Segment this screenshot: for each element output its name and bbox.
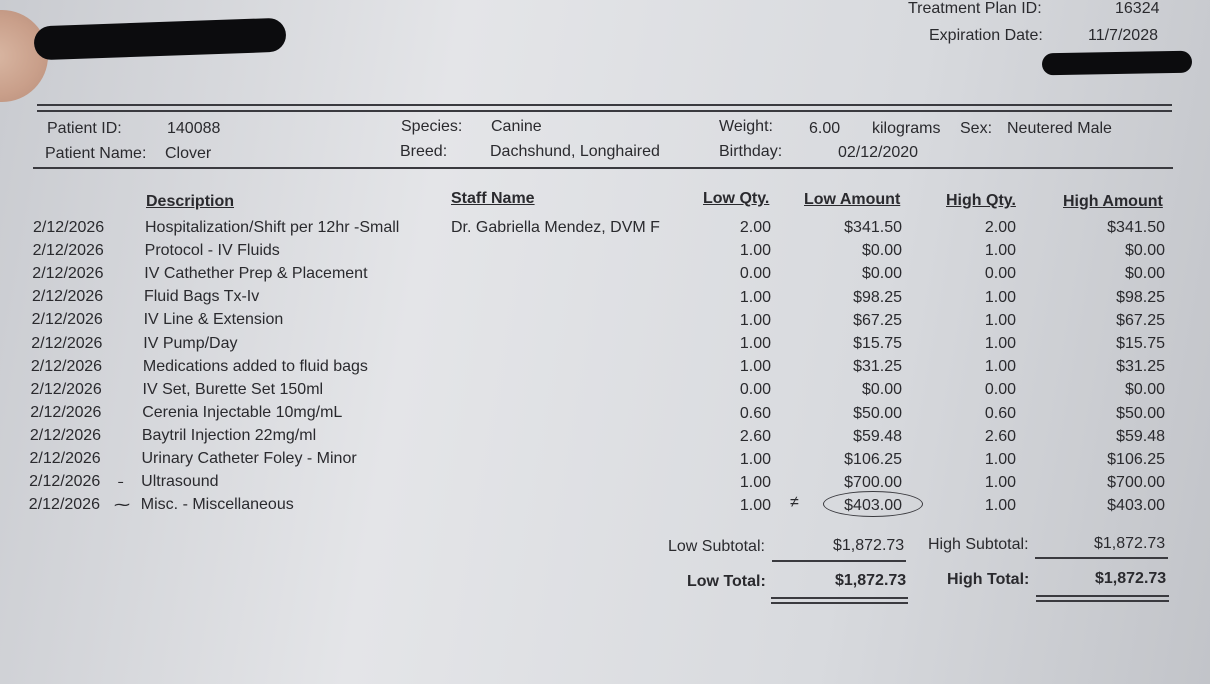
row-high-amount: $0.00 (1124, 381, 1165, 399)
row-date: 2/12/2026 (31, 334, 103, 352)
row-high-amount: $700.00 (1107, 474, 1165, 492)
redaction-top-right (1042, 51, 1192, 76)
row-description: IV Line & Extension (143, 311, 284, 329)
row-low-qty: 1.00 (739, 311, 771, 329)
row-high-qty: 1.00 (984, 311, 1016, 329)
pen-mark: ≠ (790, 494, 799, 511)
row-high-qty: 1.00 (984, 497, 1016, 515)
row-date: 2/12/2026 (33, 219, 105, 236)
row-low-amount: $0.00 (861, 265, 902, 283)
row-description: Medications added to fluid bags (142, 357, 368, 375)
total-rule-low-2 (771, 602, 908, 604)
birthday-label: Birthday: (719, 143, 783, 160)
breed: Dachshund, Longhaired (490, 143, 660, 160)
col-low-amount: Low Amount (804, 191, 901, 208)
row-description: IV Set, Burette Set 150ml (142, 380, 324, 398)
row-high-amount: $0.00 (1124, 265, 1165, 283)
pen-mark: ⁓ (114, 497, 130, 514)
row-high-amount: $106.25 (1107, 451, 1165, 468)
patient-rule (33, 167, 1173, 169)
weight-label: Weight: (719, 118, 773, 135)
row-low-amount: $341.50 (844, 219, 902, 236)
row-date: 2/12/2026 (31, 311, 103, 329)
sex: Neutered Male (1007, 120, 1112, 137)
row-date: 2/12/2026 (28, 496, 100, 514)
patient-name-label: Patient Name: (45, 145, 147, 162)
birthday: 02/12/2020 (838, 144, 919, 161)
row-low-qty: 2.60 (739, 427, 771, 445)
pen-mark: ˗ (118, 472, 124, 489)
breed-label: Breed: (400, 143, 448, 160)
species: Canine (491, 118, 542, 135)
low-total-label: Low Total: (687, 573, 766, 590)
row-description: IV Cathether Prep & Placement (144, 265, 368, 283)
col-high-amount: High Amount (1063, 193, 1163, 210)
row-low-qty: 1.00 (739, 335, 771, 352)
total-rule-low-1 (771, 597, 908, 599)
row-low-amount: $106.25 (844, 451, 902, 468)
treatment-plan-label: Treatment Plan ID: (908, 0, 1042, 17)
row-high-qty: 1.00 (984, 288, 1016, 306)
row-low-qty: 1.00 (739, 358, 771, 376)
row-description: Protocol - IV Fluids (144, 242, 280, 260)
row-date: 2/12/2026 (29, 426, 102, 444)
row-low-qty: 1.00 (739, 497, 771, 515)
row-date: 2/12/2026 (30, 403, 102, 421)
row-high-amount: $31.25 (1116, 358, 1165, 376)
total-rule-high-2 (1036, 600, 1169, 602)
row-high-qty: 0.00 (984, 381, 1016, 399)
row-low-amount: $67.25 (853, 311, 902, 329)
row-low-qty: 1.00 (739, 288, 771, 306)
patient-id-label: Patient ID: (47, 120, 122, 137)
high-subtotal-label: High Subtotal: (928, 536, 1029, 553)
row-high-amount: $98.25 (1116, 288, 1165, 306)
row-low-amount: $700.00 (844, 474, 902, 492)
row-high-amount: $403.00 (1107, 497, 1165, 515)
header-rule-top (37, 104, 1172, 106)
row-date: 2/12/2026 (30, 380, 102, 398)
row-low-amount: $403.00 (844, 497, 902, 515)
row-high-amount: $15.75 (1116, 335, 1165, 352)
row-description: Misc. - Miscellaneous (140, 496, 294, 514)
pen-circle (823, 491, 923, 517)
species-label: Species: (401, 118, 463, 135)
row-description: IV Pump/Day (143, 334, 238, 352)
expiration-label: Expiration Date: (929, 27, 1043, 44)
col-staff-name: Staff Name (451, 190, 535, 207)
row-date: 2/12/2026 (29, 473, 101, 491)
total-rule-high-1 (1036, 595, 1169, 597)
row-high-amount: $341.50 (1107, 219, 1165, 236)
row-low-amount: $31.25 (853, 358, 902, 376)
row-description: Urinary Catheter Foley - Minor (141, 450, 357, 467)
row-high-qty: 1.00 (984, 335, 1016, 352)
low-subtotal: $1,872.73 (833, 537, 905, 554)
row-low-amount: $0.00 (861, 381, 902, 399)
row-low-qty: 1.00 (739, 451, 771, 468)
row-date: 2/12/2026 (31, 288, 104, 306)
row-date: 2/12/2026 (29, 450, 101, 467)
row-description: Cerenia Injectable 10mg/mL (142, 403, 343, 421)
row-description: Fluid Bags Tx-Iv (143, 288, 260, 306)
row-date: 2/12/2026 (30, 357, 103, 375)
row-low-amount: $0.00 (861, 242, 902, 260)
row-high-amount: $50.00 (1116, 404, 1165, 422)
col-high-qty: High Qty. (946, 192, 1016, 209)
row-staff-name: Dr. Gabriella Mendez, DVM F (451, 219, 660, 236)
row-low-amount: $50.00 (853, 404, 902, 422)
high-subtotal: $1,872.73 (1094, 535, 1166, 552)
treatment-plan-id: 16324 (1115, 0, 1160, 17)
row-high-qty: 2.00 (984, 219, 1016, 236)
high-total: $1,872.73 (1095, 570, 1167, 587)
subtotal-rule-low (772, 560, 906, 562)
patient-name: Clover (165, 145, 212, 162)
row-high-qty: 2.60 (984, 427, 1016, 445)
row-low-amount: $15.75 (853, 335, 902, 352)
weight: 6.00 (809, 120, 841, 137)
low-subtotal-label: Low Subtotal: (668, 538, 765, 555)
row-date: 2/12/2026 (32, 242, 104, 260)
row-high-qty: 0.60 (984, 404, 1016, 422)
redaction-top-left (33, 18, 286, 61)
row-high-qty: 1.00 (984, 242, 1016, 260)
row-high-amount: $59.48 (1116, 427, 1165, 445)
row-date: 2/12/2026 (32, 265, 104, 283)
header-rule-top-2 (37, 110, 1172, 112)
row-high-qty: 1.00 (984, 358, 1016, 376)
patient-id: 140088 (167, 120, 221, 137)
row-description: Ultrasound (141, 473, 219, 491)
row-high-qty: 1.00 (984, 474, 1016, 492)
subtotal-rule-high (1035, 557, 1168, 559)
weight-unit: kilograms (872, 120, 941, 137)
row-low-qty: 0.00 (739, 381, 771, 399)
col-low-qty: Low Qty. (703, 190, 770, 207)
row-low-qty: 0.00 (739, 265, 771, 283)
row-high-amount: $0.00 (1124, 242, 1165, 260)
row-high-qty: 0.00 (984, 265, 1016, 283)
row-description: Hospitalization/Shift per 12hr -Small (145, 219, 400, 236)
col-description: Description (146, 193, 235, 210)
low-total: $1,872.73 (835, 572, 907, 589)
sex-label: Sex: (960, 120, 993, 137)
row-low-qty: 2.00 (739, 219, 771, 236)
row-high-qty: 1.00 (984, 451, 1016, 468)
row-low-qty: 0.60 (739, 404, 771, 422)
high-total-label: High Total: (947, 571, 1030, 588)
expiration-date: 11/7/2028 (1088, 27, 1158, 44)
row-low-amount: $59.48 (853, 427, 902, 445)
row-low-qty: 1.00 (739, 242, 771, 260)
row-description: Baytril Injection 22mg/ml (141, 426, 317, 444)
row-high-amount: $67.25 (1116, 311, 1165, 329)
row-low-qty: 1.00 (739, 474, 771, 492)
row-low-amount: $98.25 (853, 288, 902, 306)
